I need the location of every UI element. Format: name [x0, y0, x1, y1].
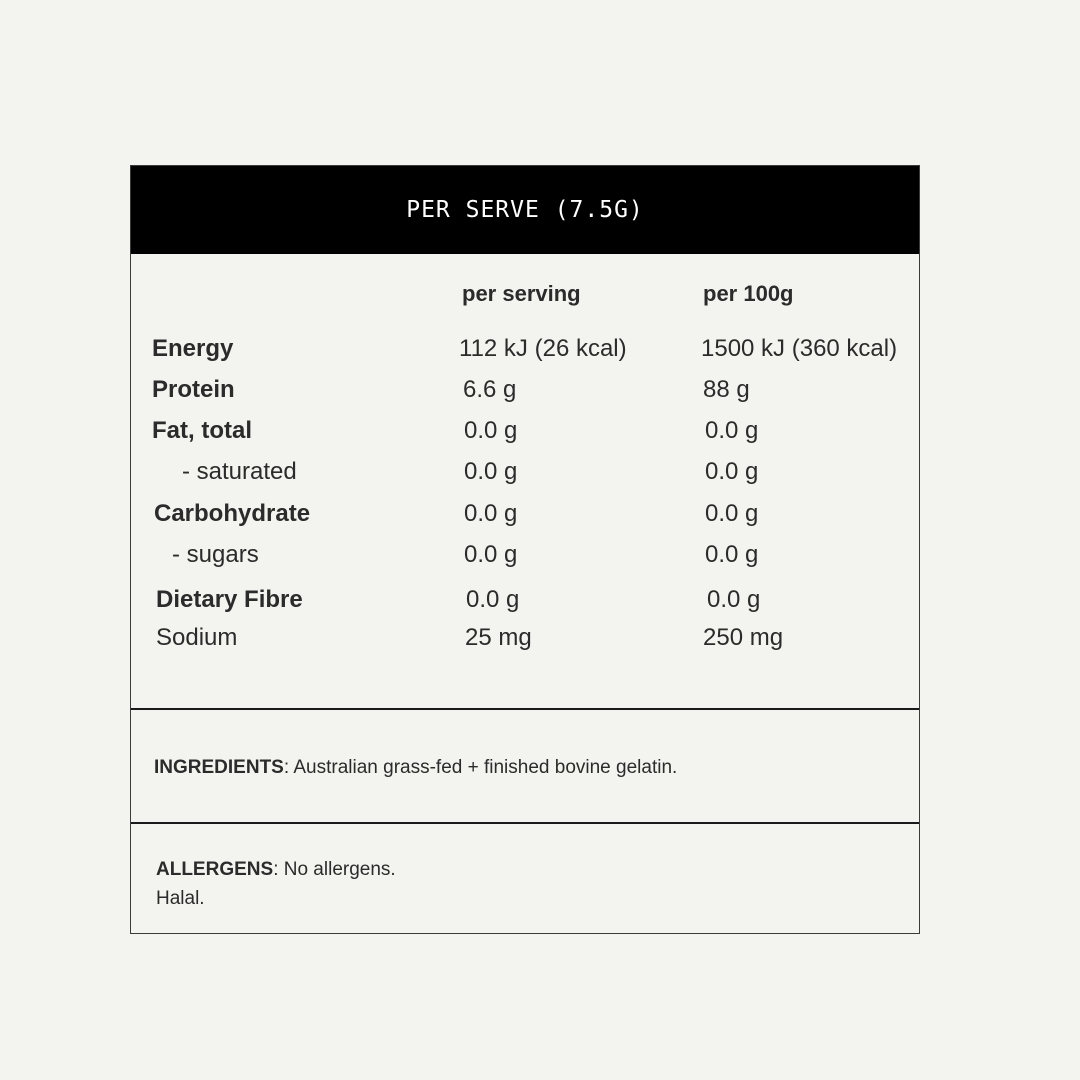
- row-value-carbohydrate-100g: 0.0 g: [705, 500, 759, 527]
- row-value-protein-100g: 88 g: [703, 376, 750, 403]
- row-value-saturated-100g: 0.0 g: [705, 458, 759, 485]
- row-value-energy-serving: 112 kJ (26 kcal): [459, 335, 627, 362]
- row-value-sugars-100g: 0.0 g: [705, 541, 759, 568]
- header-title: PER SERVE (7.5G): [406, 197, 644, 223]
- row-label-carbohydrate: Carbohydrate: [154, 500, 311, 527]
- allergens-value: : No allergens.: [273, 859, 396, 880]
- row-label-fat-total: Fat, total: [152, 417, 252, 444]
- row-value-sodium-serving: 25 mg: [465, 624, 532, 651]
- row-label-saturated: - saturated: [182, 458, 297, 485]
- column-header-per-serving: per serving: [462, 281, 581, 306]
- row-label-sodium: Sodium: [156, 624, 238, 651]
- row-value-energy-100g: 1500 kJ (360 kcal): [701, 335, 898, 362]
- row-value-fat-100g: 0.0 g: [705, 417, 759, 444]
- nutrition-panel: [130, 165, 920, 934]
- row-label-energy: Energy: [152, 335, 234, 362]
- row-value-protein-serving: 6.6 g: [463, 376, 517, 403]
- ingredients-text: [154, 756, 677, 780]
- row-value-fibre-100g: 0.0 g: [707, 586, 761, 613]
- section-divider: [131, 708, 919, 710]
- section-divider: [131, 822, 919, 824]
- row-label-protein: Protein: [152, 376, 235, 403]
- row-value-carbohydrate-serving: 0.0 g: [464, 500, 518, 527]
- row-value-fibre-serving: 0.0 g: [466, 586, 520, 613]
- row-value-sodium-100g: 250 mg: [703, 624, 784, 651]
- row-label-dietary-fibre: Dietary Fibre: [156, 586, 303, 613]
- column-header-per-100g: per 100g: [703, 281, 794, 306]
- row-value-saturated-serving: 0.0 g: [464, 458, 518, 485]
- row-value-sugars-serving: 0.0 g: [464, 541, 518, 568]
- ingredients-label: INGREDIENTS: [154, 757, 284, 778]
- allergens-label: ALLERGENS: [156, 859, 274, 880]
- ingredients-value: : Australian grass-fed + finished bovine gelatin.: [283, 757, 678, 778]
- row-value-fat-serving: 0.0 g: [464, 417, 518, 444]
- row-label-sugars: - sugars: [172, 541, 259, 568]
- allergens-text: [156, 858, 396, 882]
- halal-text: Halal.: [156, 888, 205, 909]
- panel-header: [131, 166, 919, 254]
